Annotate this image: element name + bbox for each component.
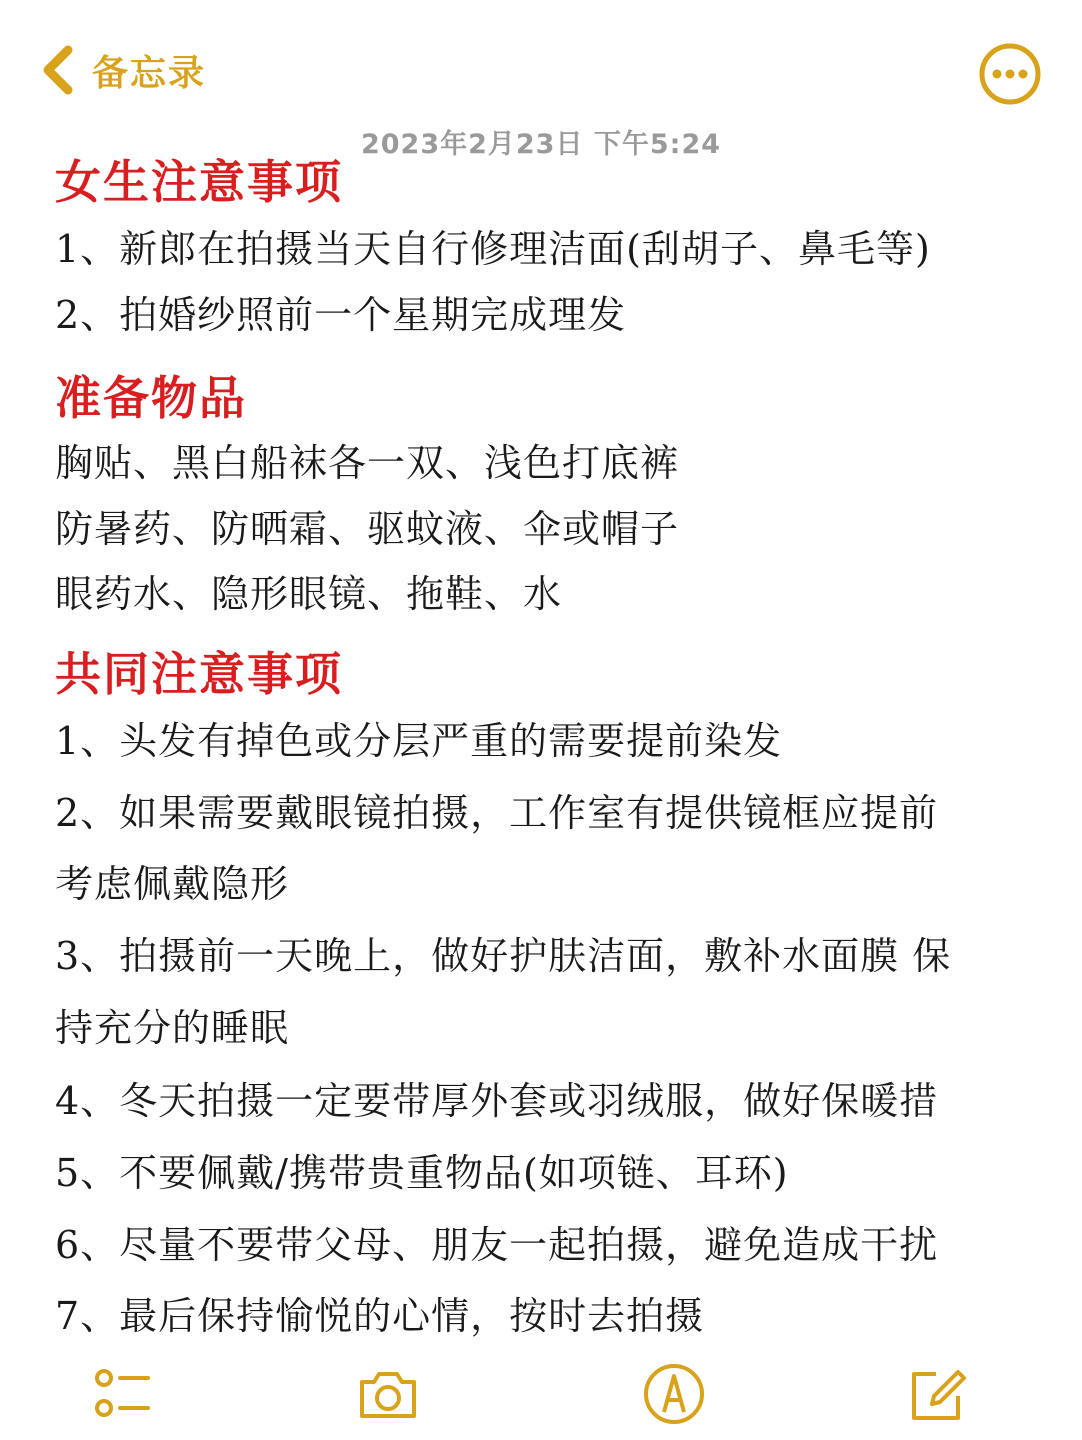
- markup-pen-icon: [642, 1362, 706, 1426]
- camera-button[interactable]: [356, 1362, 420, 1426]
- note-line: 3、拍摄前一天晚上，做好护肤洁面，敷补水面膜 保: [55, 934, 952, 978]
- navigation-bar: [0, 0, 1082, 120]
- note-line: 持充分的睡眠: [55, 1006, 290, 1050]
- chevron-left-icon: [40, 44, 74, 96]
- note-timestamp: 2023年2月23日 下午5:24: [360, 129, 722, 160]
- checklist-icon: [88, 1362, 152, 1426]
- section-heading: 女生注意事项: [55, 155, 343, 209]
- ellipsis-circle-icon: [978, 42, 1042, 106]
- note-line: 胸贴、黑白船袜各一双、浅色打底裤: [55, 441, 680, 485]
- note-line: 6、尽量不要带父母、朋友一起拍摄，避免造成干扰: [55, 1223, 939, 1267]
- note-line: 考虑佩戴隐形: [55, 862, 290, 906]
- more-options-button[interactable]: [978, 42, 1042, 106]
- section-heading: 共同注意事项: [55, 647, 343, 701]
- note-line: 1、新郎在拍摄当天自行修理洁面(刮胡子、鼻毛等): [55, 227, 931, 271]
- note-line: 1、头发有掉色或分层严重的需要提前染发: [55, 719, 783, 763]
- note-line: 眼药水、隐形眼镜、拖鞋、水: [55, 572, 563, 616]
- note-line: 防暑药、防晒霜、驱蚊液、伞或帽子: [55, 507, 680, 551]
- note-line: 5、不要佩戴/携带贵重物品(如项链、耳环): [55, 1151, 789, 1195]
- camera-icon: [356, 1362, 420, 1426]
- markup-button[interactable]: [642, 1362, 706, 1426]
- compose-button[interactable]: [906, 1362, 970, 1426]
- note-line: 4、冬天拍摄一定要带厚外套或羽绒服，做好保暖措: [55, 1079, 939, 1123]
- section-heading: 准备物品: [55, 371, 247, 425]
- note-line: 2、拍婚纱照前一个星期完成理发: [55, 293, 627, 337]
- bottom-toolbar: [0, 1350, 1082, 1440]
- note-line: 2、如果需要戴眼镜拍摄，工作室有提供镜框应提前: [55, 791, 939, 835]
- note-line: 7、最后保持愉悦的心情，按时去拍摄: [55, 1294, 705, 1338]
- back-button-label: 备忘录: [92, 52, 207, 94]
- back-button[interactable]: [40, 40, 206, 100]
- checklist-button[interactable]: [88, 1362, 152, 1426]
- compose-icon: [906, 1362, 970, 1426]
